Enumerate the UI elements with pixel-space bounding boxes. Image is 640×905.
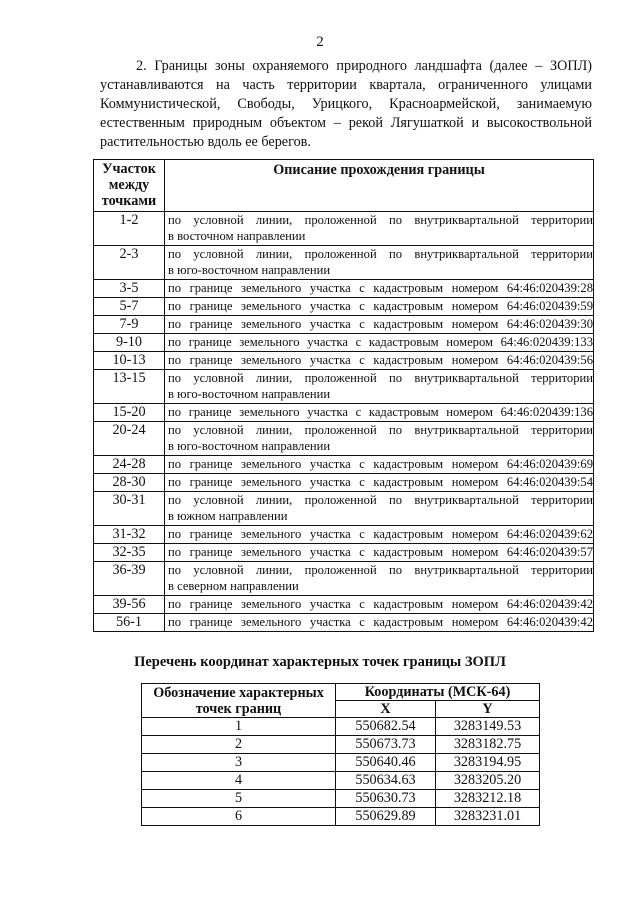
description-line-1: по условной линии, проложенной по внутриквартальной территории <box>168 371 593 385</box>
x-cell: 550682.54 <box>336 718 436 736</box>
table-row <box>94 526 594 544</box>
segment-cell: 5-7 <box>94 298 165 316</box>
table-row <box>142 718 540 736</box>
table-row <box>142 736 540 754</box>
header-x: X <box>336 701 436 718</box>
description-line-1: по границе земельного участка с кадастровым номером 64:46:020439:28 <box>168 281 593 295</box>
segment-cell: 15-20 <box>94 404 165 422</box>
table-row <box>94 456 594 474</box>
y-cell: 3283212.18 <box>436 790 540 808</box>
x-cell: 550630.73 <box>336 790 436 808</box>
intro-text: 2. Границы зоны охраняемого природного ландшафта (далее – ЗОПЛ) устанавливаются на часть территории квартала, ограниченного улицами Коммунистической, Свободы, Урицкого, Красноармейской, занимаемую естественным природным объектом – рекой Лягушаткой и высокоствольной растительностью вдоль ее берегов. <box>100 58 592 150</box>
description-line-1: по границе земельного участка с кадастровым номером 64:46:020439:69 <box>168 457 593 471</box>
header-segment: Участок между точками <box>94 160 165 212</box>
table-row <box>94 422 594 456</box>
table-row <box>94 614 594 632</box>
description-line-1: по границе земельного участка с кадастровым номером 64:46:020439:56 <box>168 353 593 367</box>
description-line-1: по условной линии, проложенной по внутриквартальной территории <box>168 493 593 507</box>
table-row <box>94 316 594 334</box>
segment-cell: 28-30 <box>94 474 165 492</box>
segment-cell: 13-15 <box>94 370 165 404</box>
segment-cell: 32-35 <box>94 544 165 562</box>
description-line-1: по границе земельного участка с кадастровым номером 64:46:020439:59 <box>168 299 593 313</box>
description-cell <box>165 544 594 562</box>
y-cell: 3283149.53 <box>436 718 540 736</box>
table-row <box>94 298 594 316</box>
x-cell: 550673.73 <box>336 736 436 754</box>
description-cell <box>165 246 594 280</box>
table-row <box>94 352 594 370</box>
description-line-1: по границе земельного участка с кадастровым номером 64:46:020439:42 <box>168 597 593 611</box>
y-cell: 3283205.20 <box>436 772 540 790</box>
description-line-2: в восточном направлении <box>168 229 306 243</box>
segment-cell: 9-10 <box>94 334 165 352</box>
description-cell <box>165 404 594 422</box>
boundary-table-body <box>94 212 594 632</box>
description-cell <box>165 492 594 526</box>
description-cell <box>165 370 594 404</box>
description-line-1: по границе земельного участка с кадастровым номером 64:46:020439:62 <box>168 527 593 541</box>
table-row <box>94 544 594 562</box>
point-cell: 2 <box>142 736 336 754</box>
description-cell <box>165 316 594 334</box>
description-line-1: по условной линии, проложенной по внутриквартальной территории <box>168 423 593 437</box>
point-cell: 5 <box>142 790 336 808</box>
x-cell: 550629.89 <box>336 808 436 826</box>
x-cell: 550640.46 <box>336 754 436 772</box>
table-row <box>94 404 594 422</box>
table-row <box>142 790 540 808</box>
description-line-2: в юго-восточном направлении <box>168 439 331 453</box>
coords-title: Перечень координат характерных точек границы ЗОПЛ <box>134 654 506 670</box>
table-row <box>94 562 594 596</box>
table-row <box>94 246 594 280</box>
segment-cell: 39-56 <box>94 596 165 614</box>
description-cell <box>165 334 594 352</box>
y-cell: 3283182.75 <box>436 736 540 754</box>
segment-cell: 1-2 <box>94 212 165 246</box>
point-cell: 4 <box>142 772 336 790</box>
description-cell <box>165 526 594 544</box>
header-coordinates: Координаты (МСК-64) <box>336 684 540 701</box>
description-line-1: по условной линии, проложенной по внутриквартальной территории <box>168 563 593 577</box>
segment-cell: 3-5 <box>94 280 165 298</box>
description-line-2: в юго-восточном направлении <box>168 263 331 277</box>
description-line-1: по границе земельного участка с кадастровым номером 64:46:020439:42 <box>168 615 593 629</box>
header-point: Обозначение характерных точек границ <box>142 684 336 718</box>
segment-cell: 10-13 <box>94 352 165 370</box>
boundary-table <box>93 159 594 632</box>
table-row <box>94 334 594 352</box>
table-row <box>142 772 540 790</box>
table-row <box>94 596 594 614</box>
segment-cell: 20-24 <box>94 422 165 456</box>
table-row <box>94 474 594 492</box>
description-line-2: в южном направлении <box>168 509 288 523</box>
coords-header-row <box>142 684 540 701</box>
description-cell <box>165 614 594 632</box>
description-line-1: по условной линии, проложенной по внутриквартальной территории <box>168 213 593 227</box>
description-line-1: по границе земельного участка с кадастровым номером 64:46:020439:133 <box>168 335 593 349</box>
description-cell <box>165 280 594 298</box>
table-row <box>94 492 594 526</box>
description-cell <box>165 298 594 316</box>
description-cell <box>165 352 594 370</box>
description-line-2: в северном направлении <box>168 579 299 593</box>
description-cell <box>165 474 594 492</box>
segment-cell: 56-1 <box>94 614 165 632</box>
table-row <box>94 370 594 404</box>
segment-cell: 30-31 <box>94 492 165 526</box>
description-line-1: по границе земельного участка с кадастровым номером 64:46:020439:57 <box>168 545 593 559</box>
segment-cell: 7-9 <box>94 316 165 334</box>
boundary-header-row <box>94 160 594 212</box>
segment-cell: 2-3 <box>94 246 165 280</box>
description-cell <box>165 422 594 456</box>
description-line-1: по границе земельного участка с кадастровым номером 64:46:020439:54 <box>168 475 593 489</box>
description-line-1: по границе земельного участка с кадастровым номером 64:46:020439:30 <box>168 317 593 331</box>
coordinates-table <box>141 683 540 826</box>
coordinates-table-body <box>142 718 540 826</box>
x-cell: 550634.63 <box>336 772 436 790</box>
description-cell <box>165 456 594 474</box>
intro-paragraph <box>100 57 592 152</box>
segment-cell: 24-28 <box>94 456 165 474</box>
point-cell: 1 <box>142 718 336 736</box>
header-description: Описание прохождения границы <box>165 160 594 212</box>
point-cell: 6 <box>142 808 336 826</box>
table-row <box>142 754 540 772</box>
description-line-1: по границе земельного участка с кадастровым номером 64:46:020439:136 <box>168 405 593 419</box>
description-line-1: по условной линии, проложенной по внутриквартальной территории <box>168 247 593 261</box>
description-cell <box>165 212 594 246</box>
table-row <box>94 212 594 246</box>
description-line-2: в юго-восточном направлении <box>168 387 331 401</box>
y-cell: 3283194.95 <box>436 754 540 772</box>
segment-cell: 31-32 <box>94 526 165 544</box>
page-number: 2 <box>316 34 324 50</box>
description-cell <box>165 596 594 614</box>
table-row <box>142 808 540 826</box>
table-row <box>94 280 594 298</box>
point-cell: 3 <box>142 754 336 772</box>
description-cell <box>165 562 594 596</box>
y-cell: 3283231.01 <box>436 808 540 826</box>
header-y: Y <box>436 701 540 718</box>
segment-cell: 36-39 <box>94 562 165 596</box>
